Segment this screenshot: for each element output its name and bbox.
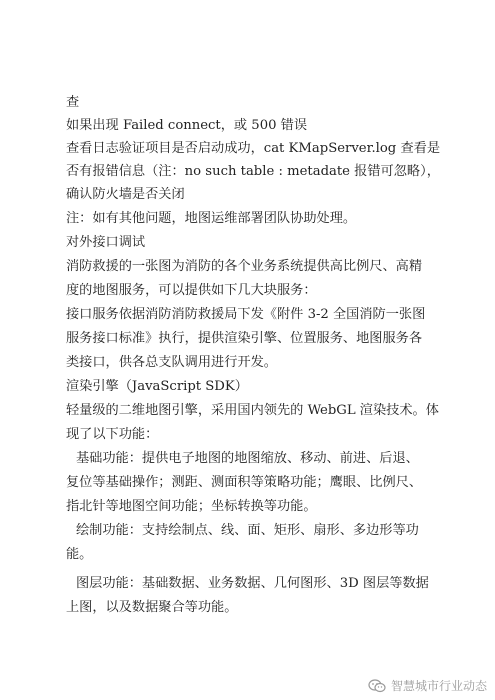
line-firewall: 确认防火墙是否关闭: [66, 187, 185, 202]
paragraph-line: 绘制功能：支持绘制点、线、面、矩形、扇形、多边形等功: [76, 523, 419, 538]
section-title-interface: 对外接口调试: [66, 235, 146, 250]
paragraph-line: 服务接口标准》执行，提供渲染引擎、位置服务、地图服务各: [66, 331, 423, 346]
line-check-log: 查看日志验证项目是否启动成功，cat KMapServer.log 查看是: [66, 141, 441, 156]
paragraph-line: 接口服务依据消防消防救援局下发《附件 3-2 全国消防一张图: [66, 307, 426, 322]
line-failed-connect: 如果出现 Failed connect，或 500 错误: [66, 118, 308, 133]
line-check-log-cont: 否有报错信息（注：no such table : metadate 报错可忽略），: [66, 164, 440, 179]
paragraph-line: 消防救援的一张图为消防的各个业务系统提供高比例尺、高精: [66, 259, 423, 274]
line-heading-check: 查: [66, 95, 80, 110]
line-note: 注：如有其他问题，地图运维部署团队协助处理。: [66, 211, 357, 226]
paragraph-line: 复位等基础操作；测距、测面积等策略功能；鹰眼、比例尺、: [66, 475, 423, 490]
paragraph-line: 能。: [66, 547, 93, 562]
paragraph-line: 度的地图服务，可以提供如下几大块服务：: [66, 283, 317, 298]
paragraph-line: 上图，以及数据聚合等功能。: [66, 600, 238, 615]
paragraph-line: 指北针等地图空间功能；坐标转换等功能。: [66, 499, 317, 514]
paragraph-line: 轻量级的二维地图引擎，采用国内领先的 WebGL 渲染技术。体: [66, 403, 439, 418]
paragraph-line: 现了以下功能：: [66, 427, 159, 442]
watermark-text: 智慧城市行业动态: [390, 679, 487, 693]
paragraph-line: 图层功能：基础数据、业务数据、几何图形、3D 图层等数据: [76, 576, 429, 591]
watermark: [368, 677, 487, 694]
paragraph-line: 基础功能：提供电子地图的地图缩放、移动、前进、后退、: [76, 451, 419, 466]
section-title-render: 渲染引擎（JavaScript SDK）: [66, 379, 248, 394]
paragraph-line: 类接口，供各总支队调用进行开发。: [66, 355, 277, 370]
wechat-icon: [368, 679, 386, 693]
